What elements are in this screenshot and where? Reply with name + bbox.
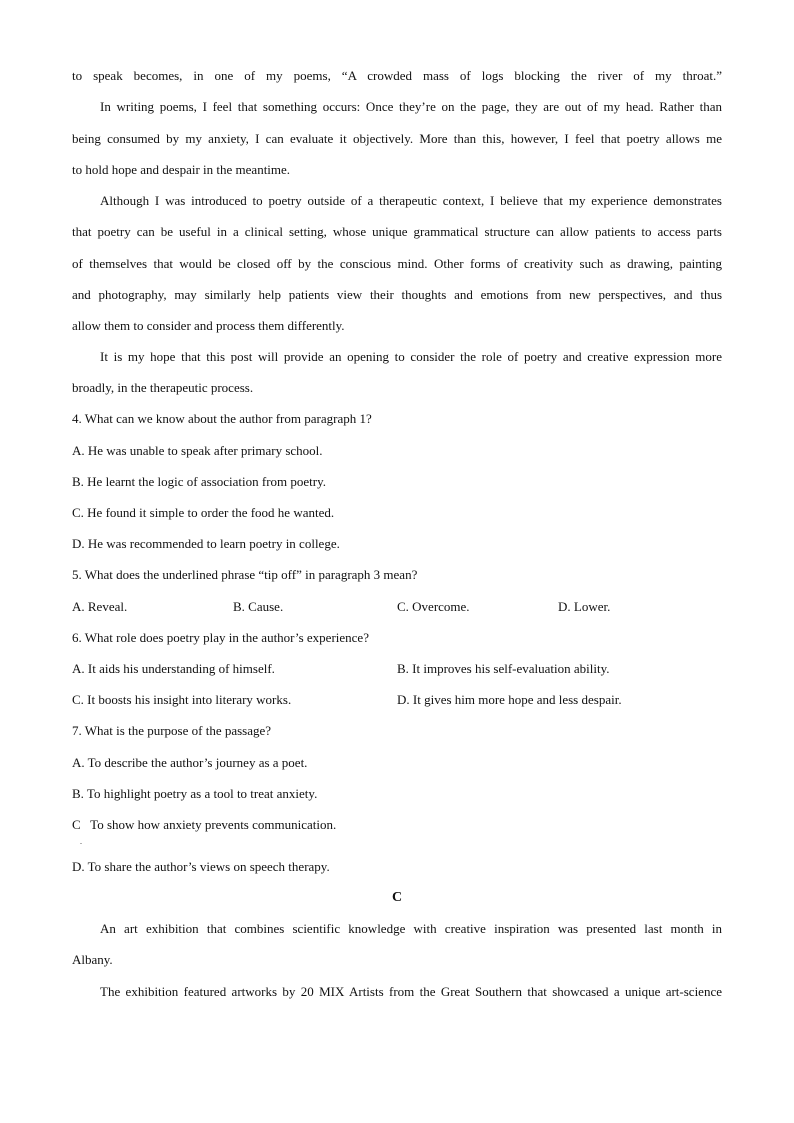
question-6-option-a: A. It aids his understanding of himself.: [72, 661, 275, 676]
passage-b-line: It is my hope that this post will provide an opening to consider the role of poetry and creative expression more: [100, 349, 722, 364]
passage-b-line: to speak becomes, in one of my poems, “A crowded mass of logs blocking the river of my throat.”: [72, 68, 722, 83]
question-7-option-c: C To show how anxiety prevents communication.: [72, 817, 337, 832]
passage-b-line: In writing poems, I feel that something occurs: Once they’re on the page, they are out of my head. Rather than: [100, 99, 722, 114]
question-7-stem: 7. What is the purpose of the passage?: [72, 723, 272, 738]
question-4-option-a: A. He was unable to speak after primary school.: [72, 443, 323, 458]
passage-c-line: The exhibition featured artworks by 20 MIX Artists from the Great Southern that showcased a unique art-science: [100, 984, 722, 999]
question-5-option-d: D. Lower.: [558, 599, 611, 614]
passage-b-line: that poetry can be useful in a clinical setting, whose unique grammatical structure can allow patients to access parts: [72, 224, 722, 239]
stray-mark: .: [80, 837, 82, 846]
section-heading-c: C: [391, 890, 403, 905]
passage-c-line: Albany.: [72, 952, 113, 967]
passage-b-line: Although I was introduced to poetry outside of a therapeutic context, I believe that my experience demonstrates: [100, 193, 722, 208]
question-6-stem: 6. What role does poetry play in the author’s experience?: [72, 630, 369, 645]
question-4-option-c: C. He found it simple to order the food he wanted.: [72, 505, 335, 520]
question-5-stem: 5. What does the underlined phrase “tip off” in paragraph 3 mean?: [72, 567, 418, 582]
passage-b-line: allow them to consider and process them differently.: [72, 318, 345, 333]
question-6-option-c: C. It boosts his insight into literary works.: [72, 692, 292, 707]
question-7-option-d: D. To share the author’s views on speech therapy.: [72, 859, 330, 874]
question-5-option-a: A. Reveal.: [72, 599, 128, 614]
question-5-option-b: B. Cause.: [233, 599, 284, 614]
question-4-option-b: B. He learnt the logic of association from poetry.: [72, 474, 327, 489]
question-6-option-b: B. It improves his self-evaluation ability.: [397, 661, 610, 676]
question-7-option-b: B. To highlight poetry as a tool to treat anxiety.: [72, 786, 318, 801]
passage-b-line: of themselves that would be closed off by the conscious mind. Other forms of creativity such as drawing, painting: [72, 256, 722, 271]
passage-b-line: to hold hope and despair in the meantime.: [72, 162, 291, 177]
passage-c-line: An art exhibition that combines scientific knowledge with creative inspiration was presented last month in: [100, 921, 722, 936]
question-7-option-a: A. To describe the author’s journey as a poet.: [72, 755, 308, 770]
question-5-option-c: C. Overcome.: [397, 599, 470, 614]
passage-b-line: broadly, in the therapeutic process.: [72, 380, 254, 395]
question-4-option-d: D. He was recommended to learn poetry in college.: [72, 536, 340, 551]
passage-b-line: being consumed by my anxiety, I can evaluate it objectively. More than this, however, I feel that poetry allows me: [72, 131, 722, 146]
question-6-option-d: D. It gives him more hope and less despair.: [397, 692, 622, 707]
passage-b-line: and photography, may similarly help patients view their thoughts and emotions from new perspectives, and thus: [72, 287, 722, 302]
question-4-stem: 4. What can we know about the author from paragraph 1?: [72, 411, 372, 426]
